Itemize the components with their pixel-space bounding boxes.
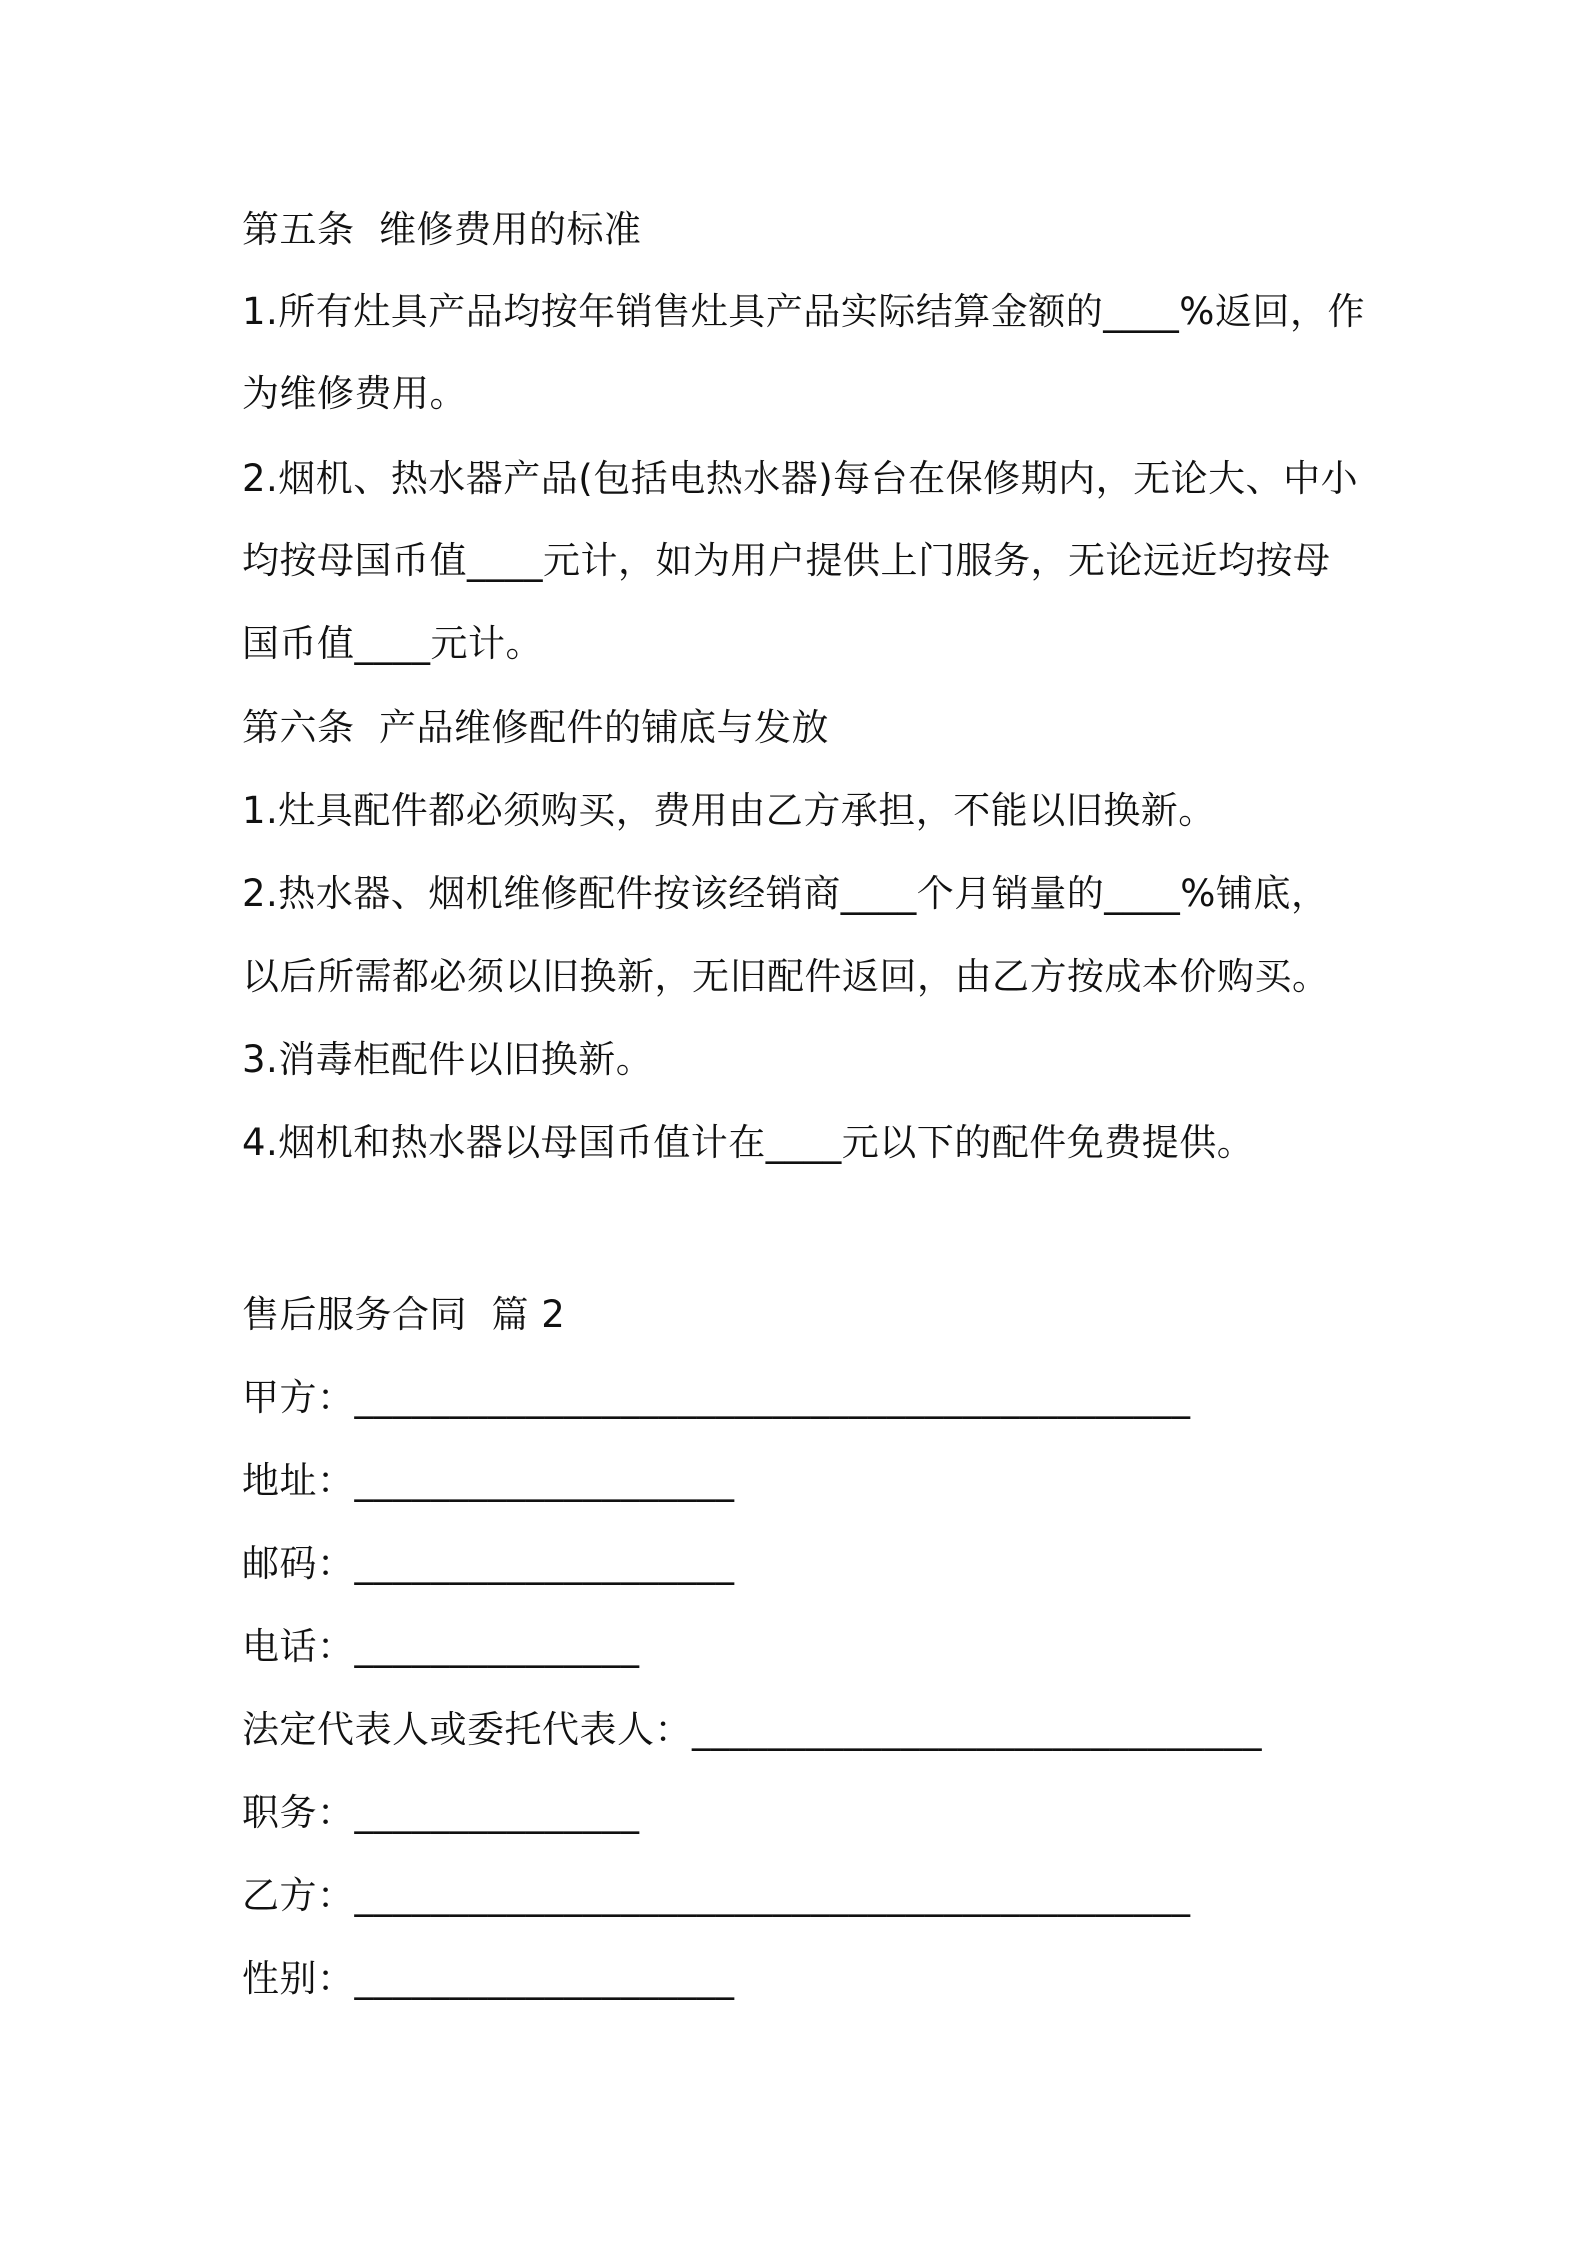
section6-item2-line1: 2.热水器、烟机维修配件按该经销商____个月销量的____%铺底， [242,872,1329,915]
position-field: 职务：_______________ [242,1791,640,1834]
address-field: 地址：____________________ [242,1459,735,1502]
section5-item2-line2: 均按母国币值____元计，如为用户提供上门服务，无论远近均按母 [242,539,1331,582]
gender-field: 性别：____________________ [242,1957,735,2000]
party-a-field: 甲方：____________________________________________ [242,1376,1191,1419]
section5-item1-line2: 为维修费用。 [242,372,467,415]
section5-item2-line1: 2.烟机、热水器产品(包括电热水器)每台在保修期内，无论大、中小 [242,457,1359,500]
section6-heading: 第六条 产品维修配件的铺底与发放 [242,706,830,749]
section6-item1: 1.灶具配件都必须购买，费用由乙方承担，不能以旧换新。 [242,789,1216,832]
postcode-field: 邮码：____________________ [242,1542,735,1585]
contract2-title: 售后服务合同 篇 2 [242,1293,566,1336]
section6-item3: 3.消毒柜配件以旧换新。 [242,1038,654,1081]
representative-field: 法定代表人或委托代表人：______________________________ [242,1708,1262,1751]
section6-item2-line2: 以后所需都必须以旧换新，无旧配件返回，由乙方按成本价购买。 [242,955,1330,998]
phone-field: 电话：_______________ [242,1625,640,1668]
section5-item1-line1: 1.所有灶具产品均按年销售灶具产品实际结算金额的____%返回，作 [242,290,1365,333]
party-b-field: 乙方：____________________________________________ [242,1874,1191,1917]
section6-item4: 4.烟机和热水器以母国币值计在____元以下的配件免费提供。 [242,1121,1255,1164]
section5-item2-line3: 国币值____元计。 [242,622,543,665]
section5-heading: 第五条 维修费用的标准 [242,208,642,251]
